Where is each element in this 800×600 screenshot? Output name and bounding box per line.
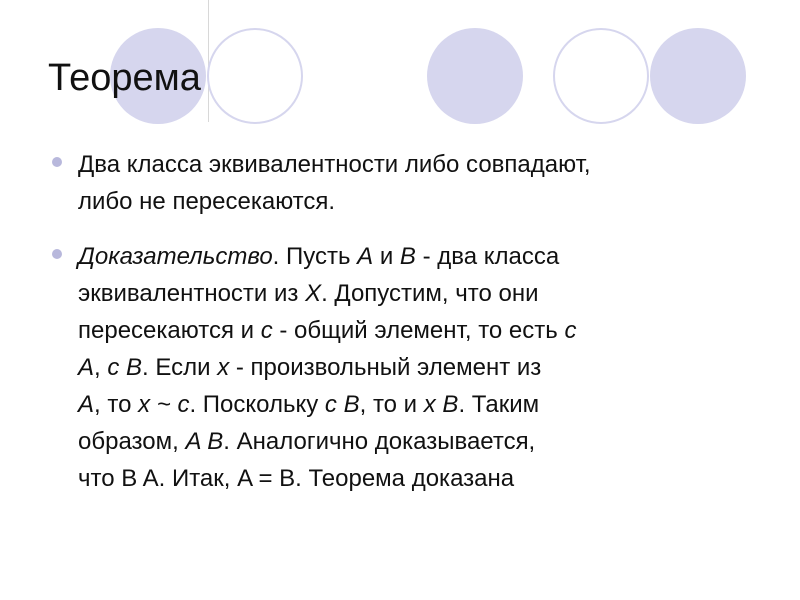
- proof-line-3: пересекаются и c - общий элемент, то есть c: [78, 317, 577, 344]
- bullet-dot-icon: [52, 157, 62, 167]
- proof-line-4: A, c B. Если x - произвольный элемент из: [78, 354, 542, 381]
- bullet-item-statement: [48, 146, 768, 220]
- proof-line-2: эквивалентности из X. Допустим, что они: [78, 280, 539, 307]
- bullet-list: [48, 146, 768, 515]
- decorative-circle-filled: [427, 28, 523, 124]
- bullet-line: либо не пересекаются.: [78, 188, 336, 215]
- proof-line-7: что B A. Итак, A = B. Теорема доказана: [78, 465, 515, 492]
- bullet-item-proof: [48, 238, 768, 497]
- slide-title: Теорема: [48, 57, 201, 99]
- proof-line-6: образом, A B. Аналогично доказывается,: [78, 428, 536, 455]
- decorative-circle-filled: [650, 28, 746, 124]
- proof-label: Доказательство: [78, 243, 273, 270]
- proof-line-1: Доказательство. Пусть A и B - два класса: [78, 243, 560, 270]
- bullet-line: Два класса эквивалентности либо совпадают,: [78, 151, 591, 178]
- decorative-circle-outline: [207, 28, 303, 124]
- proof-line-5: A, то x ~ c. Поскольку c B, то и x B. Таким: [78, 391, 540, 418]
- decorative-circle-outline: [553, 28, 649, 124]
- bullet-dot-icon: [52, 249, 62, 259]
